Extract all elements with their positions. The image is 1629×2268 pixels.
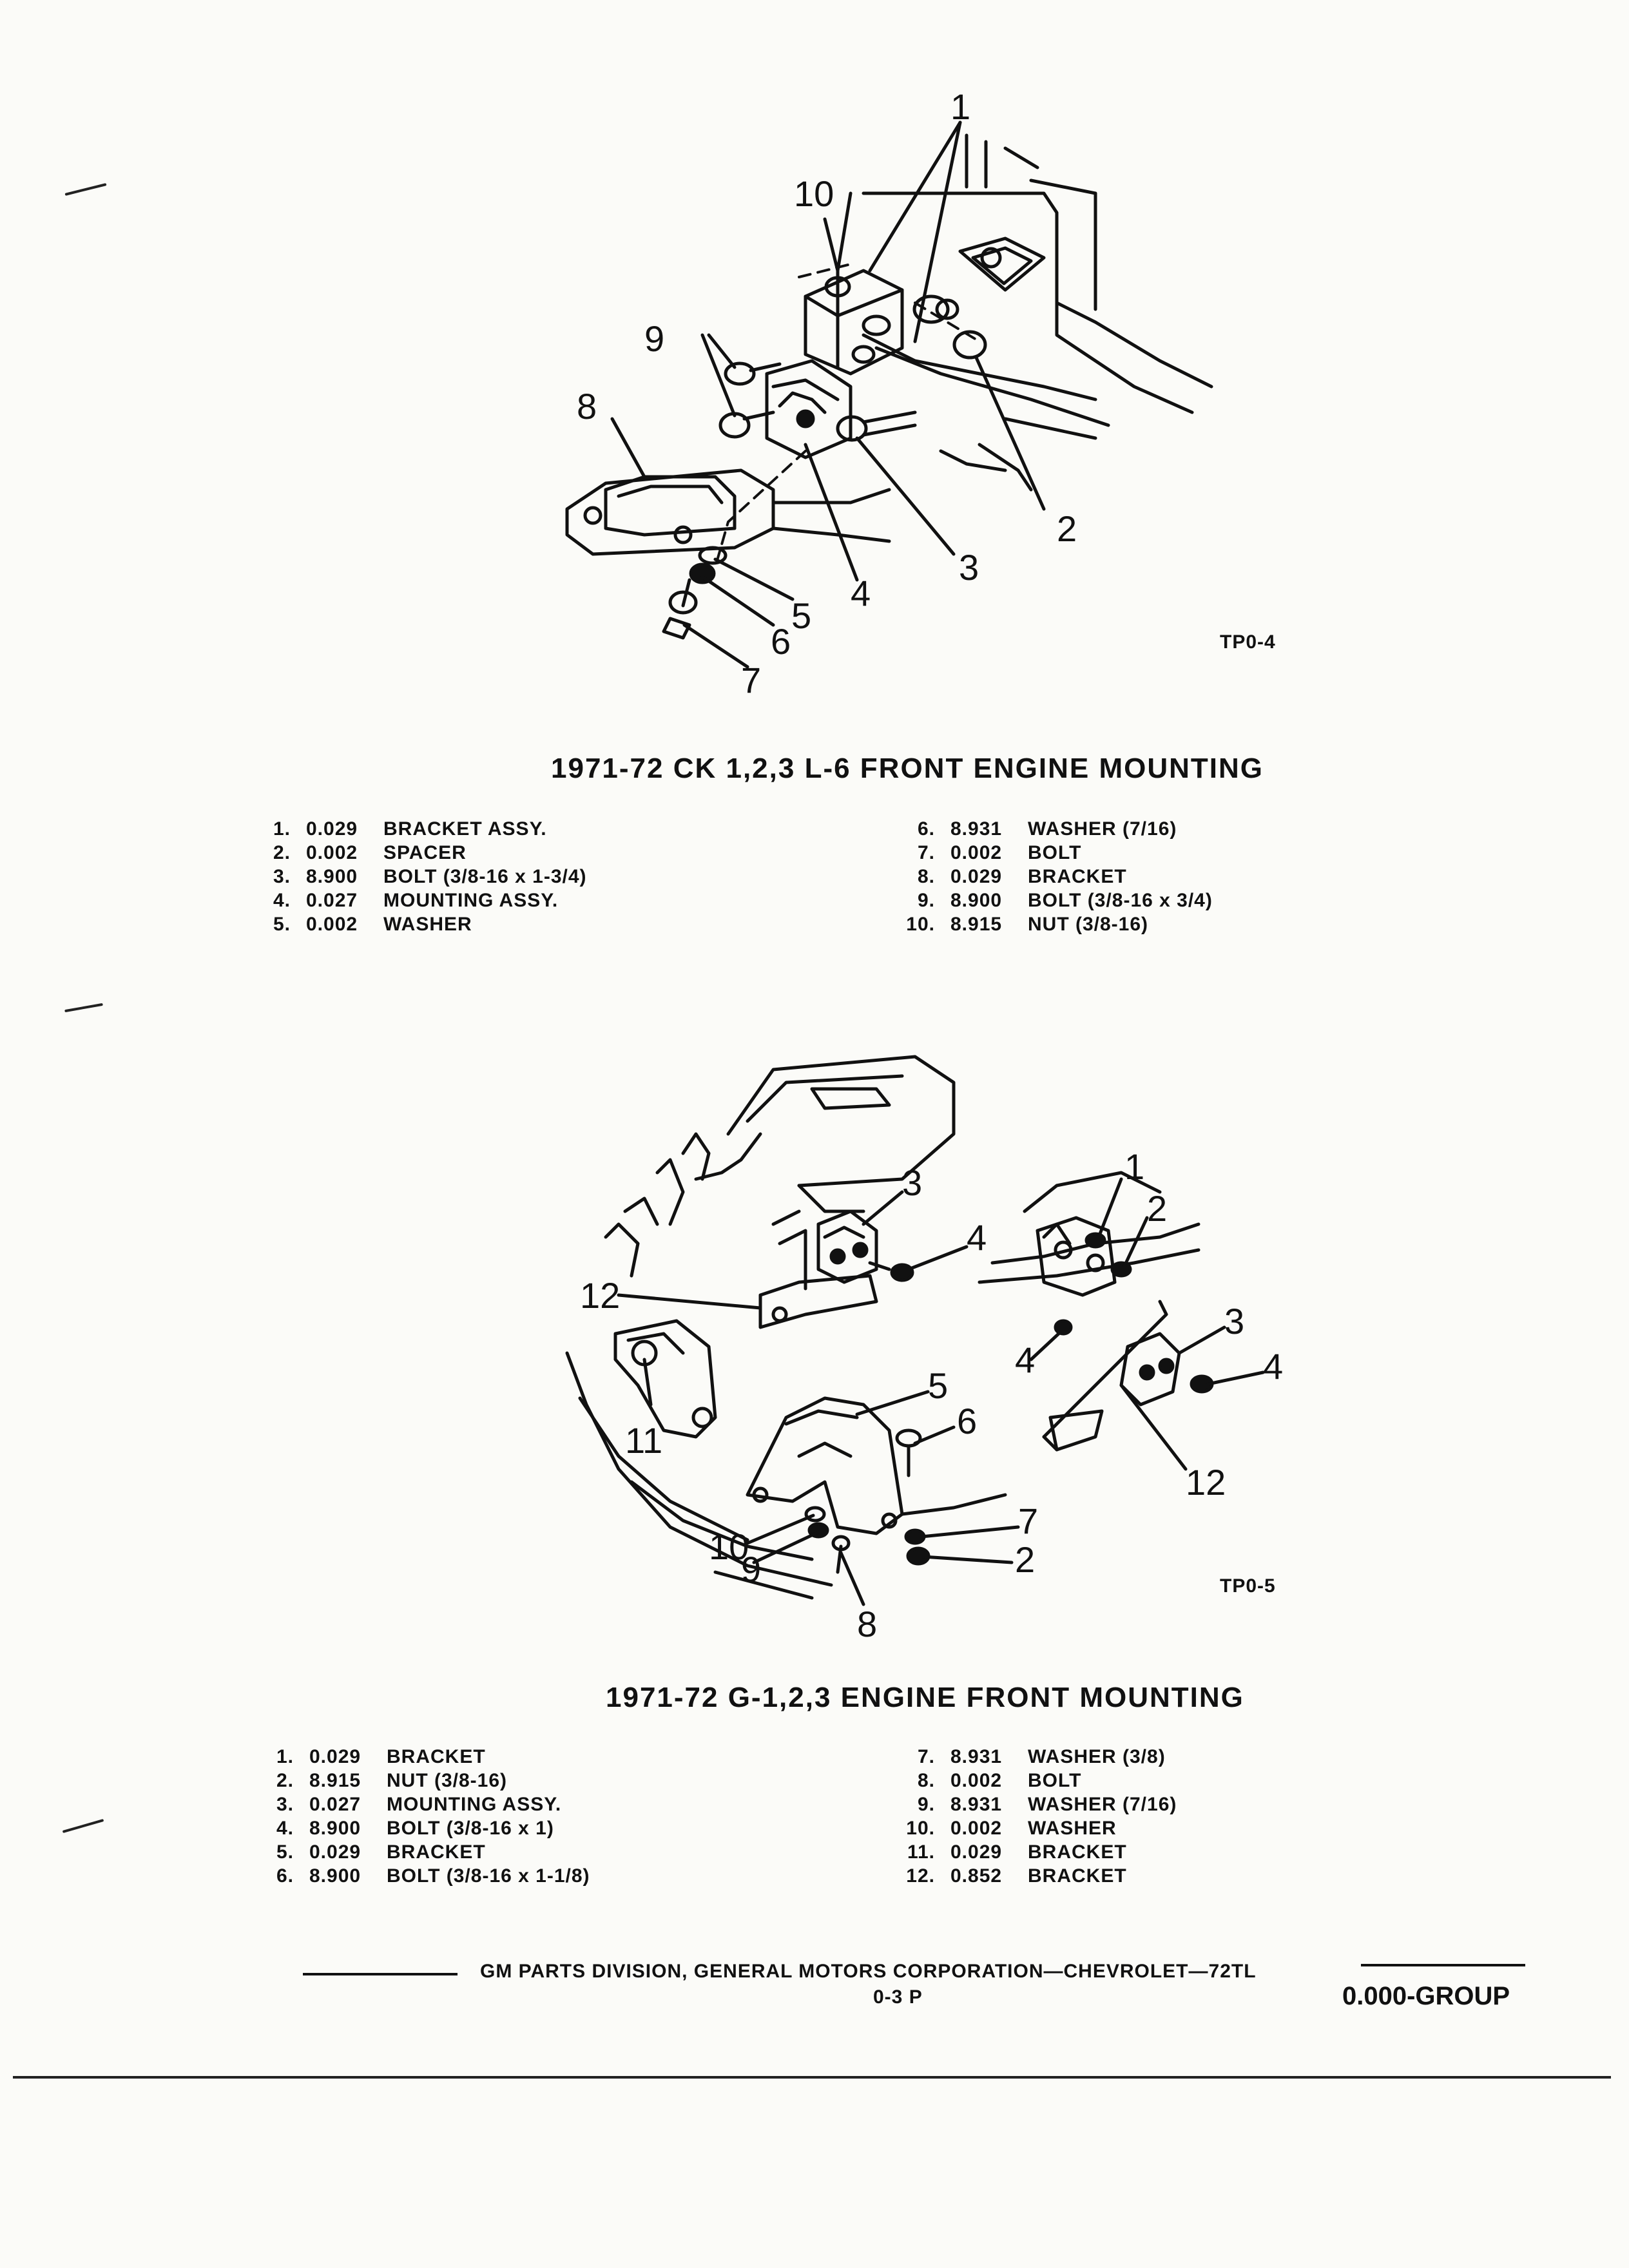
section-title-g: 1971-72 G-1,2,3 ENGINE FRONT MOUNTING (606, 1682, 1244, 1713)
part-row: 7. 0.002 BOLT (917, 842, 1082, 863)
footer-group-code: 0.000-GROUP (1342, 1982, 1510, 2010)
margin-mark (64, 1003, 103, 1012)
callout-8: 8 (577, 386, 597, 427)
footer-page-number: 0-3 P (873, 1986, 923, 2008)
callout-1: 1 (950, 86, 971, 127)
part-row: 7. 8.931 WASHER (3/8) (917, 1746, 1166, 1767)
callout-2: 2 (1147, 1188, 1168, 1229)
callout-11: 11 (625, 1420, 663, 1461)
callout-12: 12 (580, 1275, 621, 1316)
part-row: 6. 8.931 WASHER (7/16) (917, 818, 1177, 840)
part-row: 4. 0.027 MOUNTING ASSY. (273, 890, 559, 911)
callout-4: 4 (851, 573, 871, 613)
callout-10: 10 (794, 173, 834, 214)
margin-mark (63, 1819, 104, 1833)
callout-8: 8 (857, 1604, 878, 1644)
part-row: 11. 0.029 BRACKET (907, 1841, 1127, 1863)
callout-6: 6 (957, 1401, 978, 1441)
part-row: 2. 0.002 SPACER (273, 842, 467, 863)
callout-10: 10 (709, 1526, 749, 1567)
parts-list-ck-left (255, 817, 587, 936)
callout-4: 4 (1263, 1346, 1284, 1387)
figure-code-tp0-5: TP0-5 (1220, 1575, 1276, 1597)
callout-6: 6 (771, 621, 791, 662)
footer-rule-right (1361, 1964, 1525, 1966)
diagram-front-engine-mounting-ck (0, 0, 1629, 722)
part-row: 5. 0.002 WASHER (273, 914, 472, 935)
bottom-rule (13, 2076, 1611, 2079)
figure-code-tp0-4: TP0-4 (1220, 631, 1276, 653)
part-row: 10. 0.002 WASHER (906, 1818, 1117, 1839)
callout-4: 4 (967, 1217, 987, 1258)
callout-2: 2 (1057, 508, 1077, 549)
part-row: 1. 0.029 BRACKET (276, 1746, 486, 1767)
callout-7: 7 (741, 660, 762, 700)
part-row: 2. 8.915 NUT (3/8-16) (276, 1770, 508, 1791)
part-row: 8. 0.002 BOLT (917, 1770, 1082, 1791)
part-row: 3. 0.027 MOUNTING ASSY. (276, 1794, 562, 1815)
part-row: 12. 0.852 BRACKET (906, 1865, 1127, 1887)
part-row: 3. 8.900 BOLT (3/8-16 x 1-3/4) (273, 866, 587, 887)
callout-5: 5 (791, 595, 812, 636)
part-row: 9. 8.931 WASHER (7/16) (917, 1794, 1177, 1815)
part-row: 9. 8.900 BOLT (3/8-16 x 3/4) (917, 890, 1213, 911)
parts-list-ck-right (899, 817, 1213, 936)
callout-4: 4 (1015, 1340, 1036, 1380)
part-row: 5. 0.029 BRACKET (276, 1841, 486, 1863)
parts-list-g-right (899, 1745, 1177, 1888)
callout-2: 2 (1015, 1539, 1036, 1580)
footer-rule-left (303, 1973, 458, 1975)
callout-3: 3 (959, 547, 979, 588)
callout-12: 12 (1186, 1462, 1226, 1503)
callout-1: 1 (1124, 1146, 1145, 1187)
diagram-engine-front-mounting-g (0, 1031, 1629, 1643)
section-title-ck: 1971-72 CK 1,2,3 L-6 FRONT ENGINE MOUNTING (551, 753, 1264, 784)
callout-9: 9 (644, 318, 665, 359)
callout-3: 3 (902, 1162, 923, 1203)
callout-3: 3 (1224, 1301, 1245, 1341)
callout-9: 9 (741, 1549, 762, 1590)
parts-list-g-left (258, 1745, 590, 1888)
part-row: 6. 8.900 BOLT (3/8-16 x 1-1/8) (276, 1865, 590, 1887)
part-row: 10. 8.915 NUT (3/8-16) (906, 914, 1149, 935)
callout-5: 5 (928, 1365, 949, 1406)
footer-publisher: GM PARTS DIVISION, GENERAL MOTORS CORPORATION—CHEVROLET—72TL (480, 1961, 1257, 1982)
part-row: 4. 8.900 BOLT (3/8-16 x 1) (276, 1818, 554, 1839)
callout-7: 7 (1018, 1501, 1039, 1541)
part-row: 8. 0.029 BRACKET (917, 866, 1127, 887)
part-row: 1. 0.029 BRACKET ASSY. (273, 818, 547, 840)
